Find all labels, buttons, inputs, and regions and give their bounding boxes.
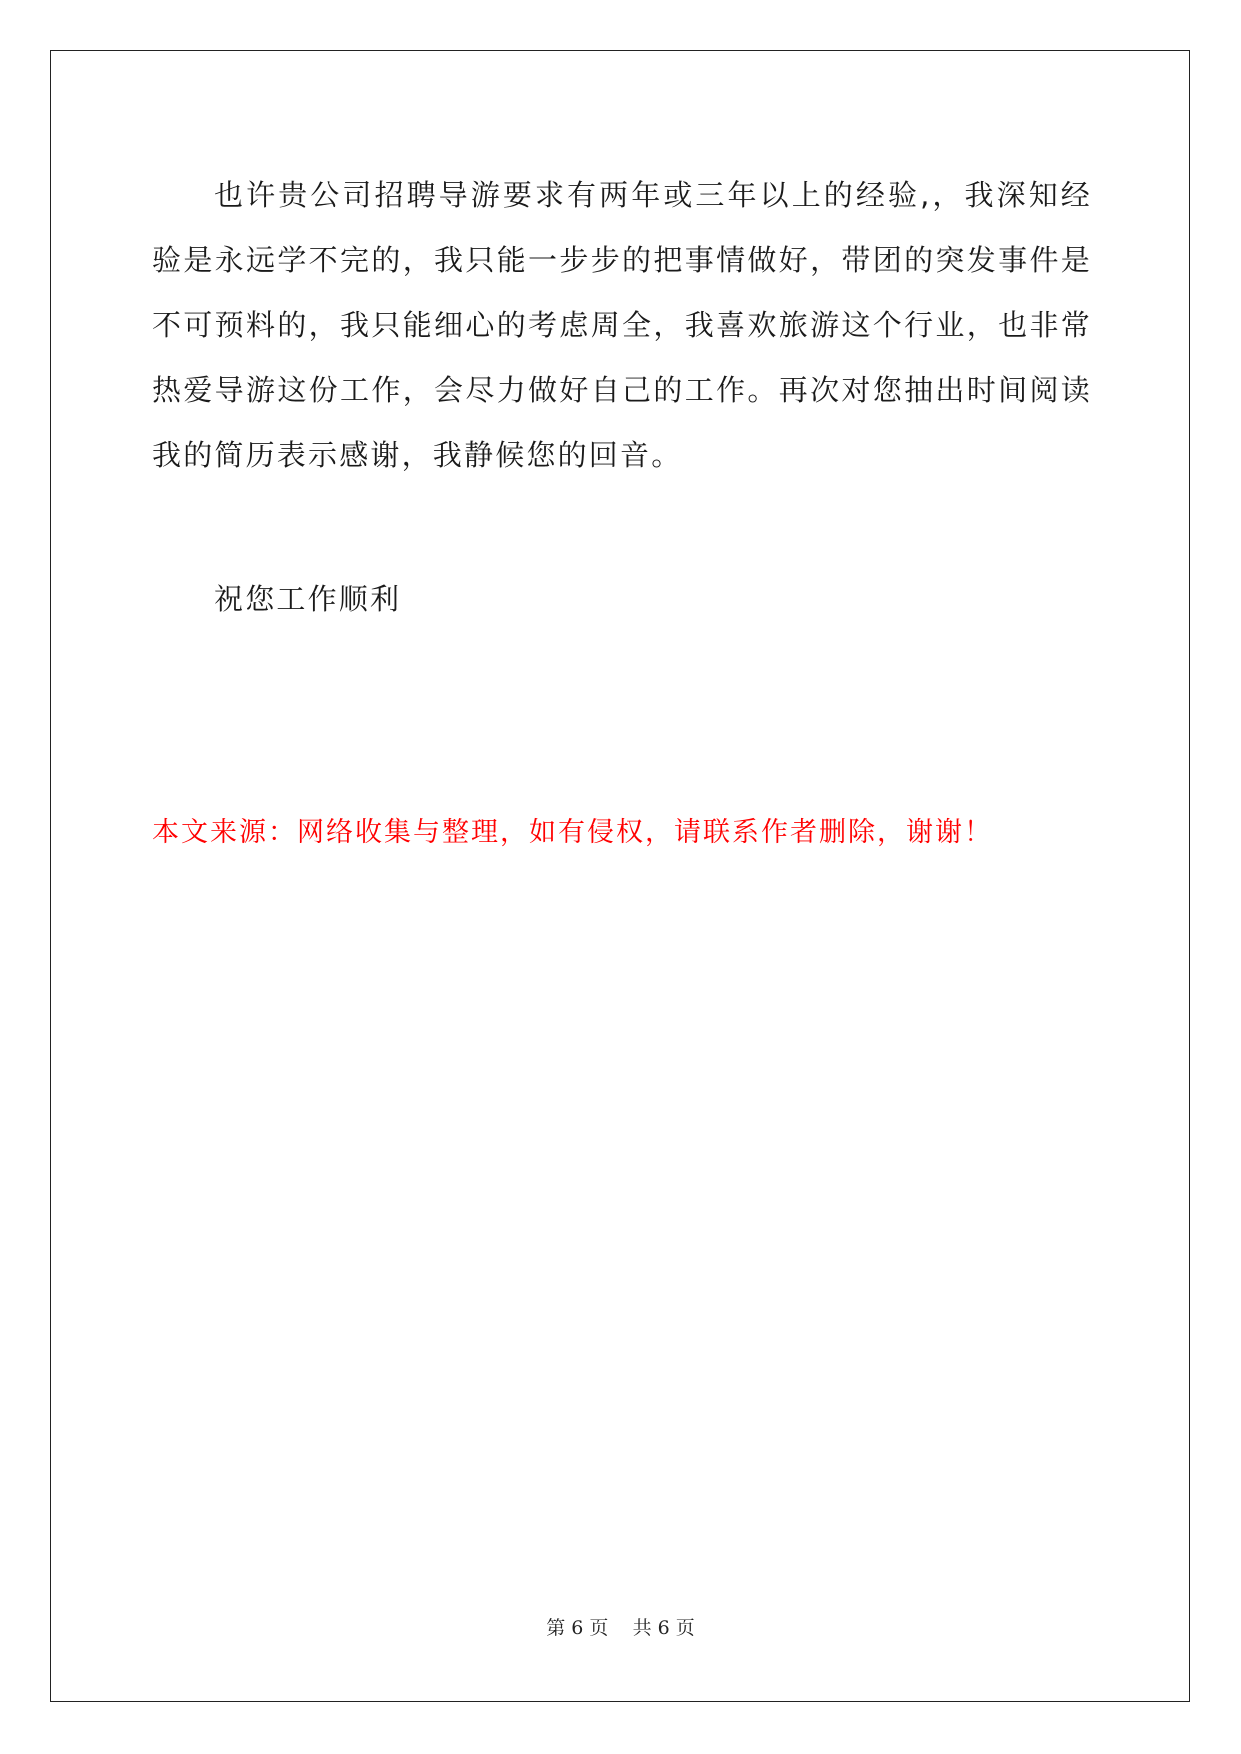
closing-line: 祝您工作顺利 [214,582,402,616]
page-footer-indicator: 第 6 页 共 6 页 [546,1617,695,1639]
source-note: 本文来源：网络收集与整理，如有侵权，请联系作者删除，谢谢！ [152,817,993,848]
body-paragraph: 也许贵公司招聘导游要求有两年或三年以上的经验,，我深知经验是永远学不完的，我只能一步步的把事情做好，带团的突发事件是不可预料的，我只能细心的考虑周全，我喜欢旅游这个行业，也非常热爱导游这份工作，会尽力做好自己的工作。再次对您抽出时间阅读我的简历表示感谢，我静候您的回音。 [152,178,1092,472]
